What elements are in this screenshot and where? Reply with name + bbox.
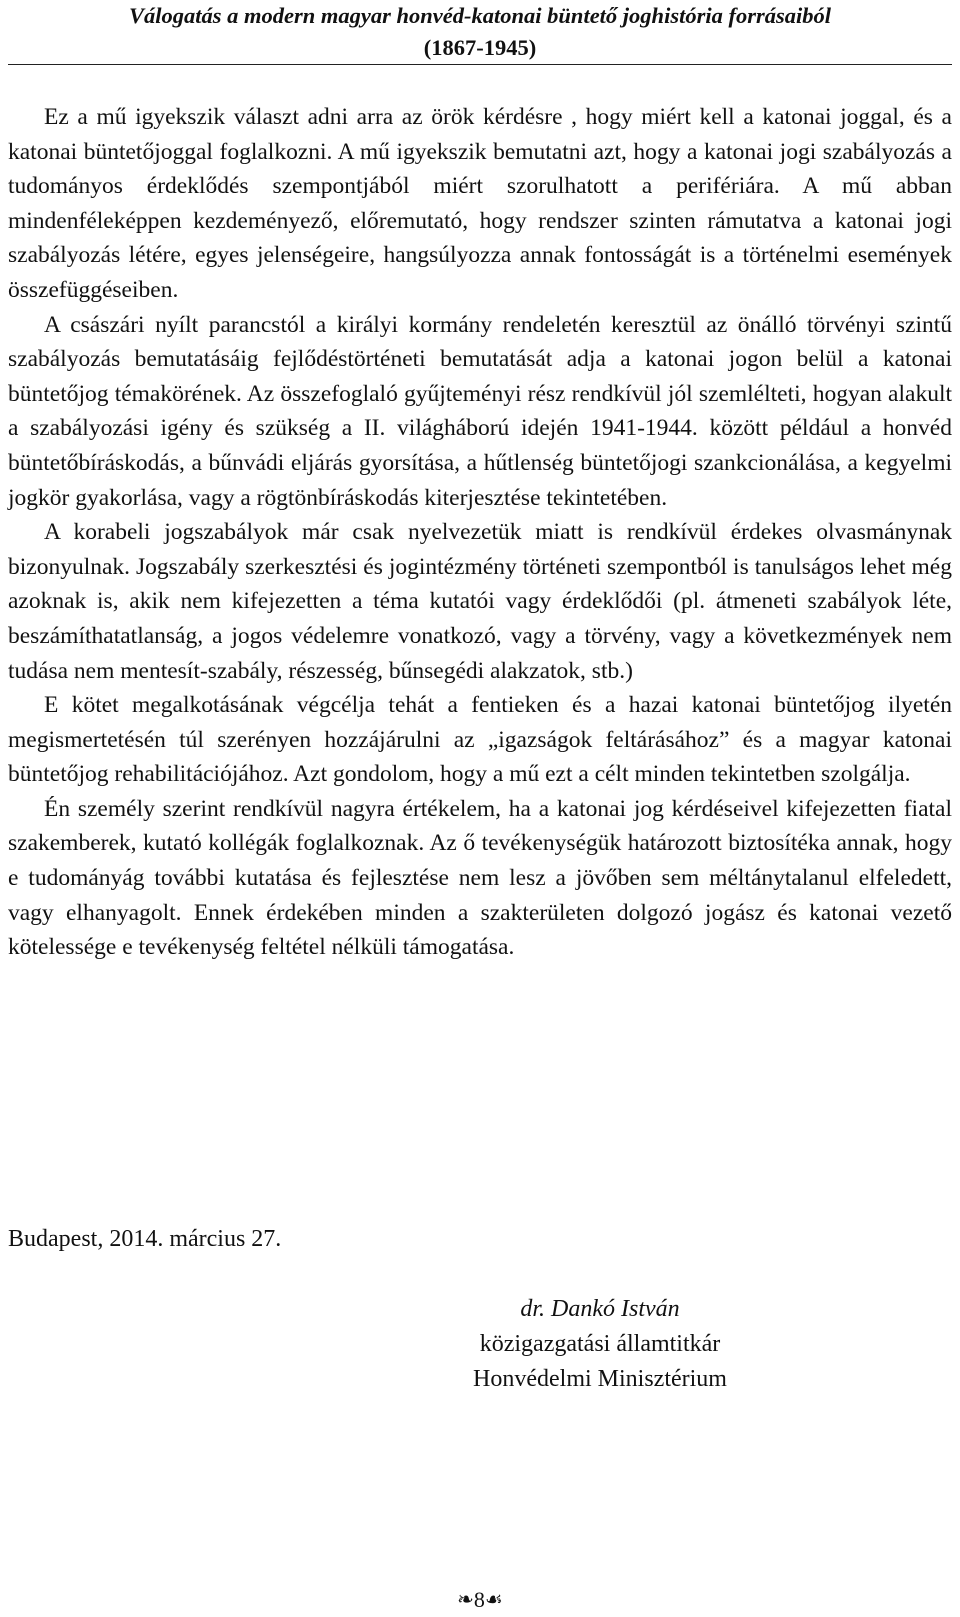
signatory-organization: Honvédelmi Minisztérium bbox=[473, 1366, 727, 1392]
paragraph-1: Ez a mű igyekszik választ adni arra az örök kérdésre , hogy miért kell a katonai joggal, és a katonai büntetőjoggal foglalkozni. A mű igyekszik bemutatni azt, hogy a katonai jogi szabályozás a tudományos érdeklődés szempontjából miért szorulhatott a perifériára. A mű abban mindenféleképpen kezdeményező, előremutató, hogy rendszer szinten rámutatva a katonai jogi szabályozás létére, egyes jelenségeire, hangsúlyozza annak fontosságát is a történelmi események összefüggéseiben. bbox=[8, 104, 952, 303]
paragraph-3: A korabeli jogszabályok már csak nyelvezetük miatt is rendkívül érdekes olvasmánynak bizonyulnak. Jogszabály szerkesztési és jogintézmény történeti szempontból is tanulságos lehet még azoknak is, akik nem kifejezetten a téma kutatói vagy érdeklődői (pl. átmeneti szabályok léte, beszámíthatatlanság, a jogos védelemre vonatkozó, vagy a törvény, vagy a következmények nem tudása nem mentesít-szabály, részesség, bűnsegédi alakzatok, stb.) bbox=[8, 519, 952, 684]
paragraph-2: A császári nyílt parancstól a királyi kormány rendeletén keresztül az önálló törvényi szintű szabályozás bemutatásáig fejlődéstörténeti bemutatását adja a katonai jogon belül a katonai büntetőjog témakörének. Az összefoglaló gyűjteményi rész rendkívül jól szemlélteti, hogyan alakult a szabályozási igény és szükség a II. világháború idején 1941-1944. között például a honvéd büntetőbíráskodás, a bűnvádi eljárás gyorsítása, a hűtlenség büntetőjogi szankcionálása, a kegyelmi jogkör gyakorlása, vagy a rögtönbíráskodás kiterjesztése tekintetében. bbox=[8, 311, 952, 511]
running-header bbox=[0, 0, 960, 64]
left-ornament-icon: ❧ bbox=[457, 1589, 474, 1611]
header-title-line-1: Válogatás a modern magyar honvéd-katonai büntető joghistória forrásaiból bbox=[129, 3, 831, 28]
header-divider bbox=[8, 64, 952, 65]
signature-block bbox=[430, 1292, 770, 1397]
main-text bbox=[8, 100, 952, 965]
dateline: Budapest, 2014. március 27. bbox=[8, 1226, 282, 1252]
signatory-position: közigazgatási államtitkár bbox=[479, 1331, 721, 1357]
header-title-line-2: (1867-1945) bbox=[423, 35, 537, 60]
signatory-name: dr. Dankó István bbox=[520, 1296, 680, 1322]
paragraph-4: E kötet megalkotásának végcélja tehát a fentieken és a hazai katonai büntetőjog ilyetén megismertetésén túl szerényen hozzájárulni az „igazságok feltárásához” és a magyar katonai büntetőjog rehabilitációjához. Azt gondolom, hogy a mű ezt a célt minden tekintetben szolgálja. bbox=[8, 692, 952, 788]
right-ornament-icon: ☙ bbox=[484, 1589, 503, 1611]
page-number: 8 bbox=[473, 1587, 485, 1612]
paragraph-5: Én személy szerint rendkívül nagyra értékelem, ha a katonai jog kérdéseivel kifejezetten fiatal szakemberek, kutató kollégák foglalkoznak. Az ő tevékenységük határozott biztosítéka annak, hogy e tudományág további kutatása és fejlesztése nem lesz a jövőben sem méltánytalanul elfeledett, vagy elhanyagolt. Ennek érdekében minden a szakterületen dolgozó jogász és katonai vezető kötelessége e tevékenység feltétel nélküli támogatása. bbox=[8, 795, 952, 961]
page-footer bbox=[0, 1586, 960, 1614]
